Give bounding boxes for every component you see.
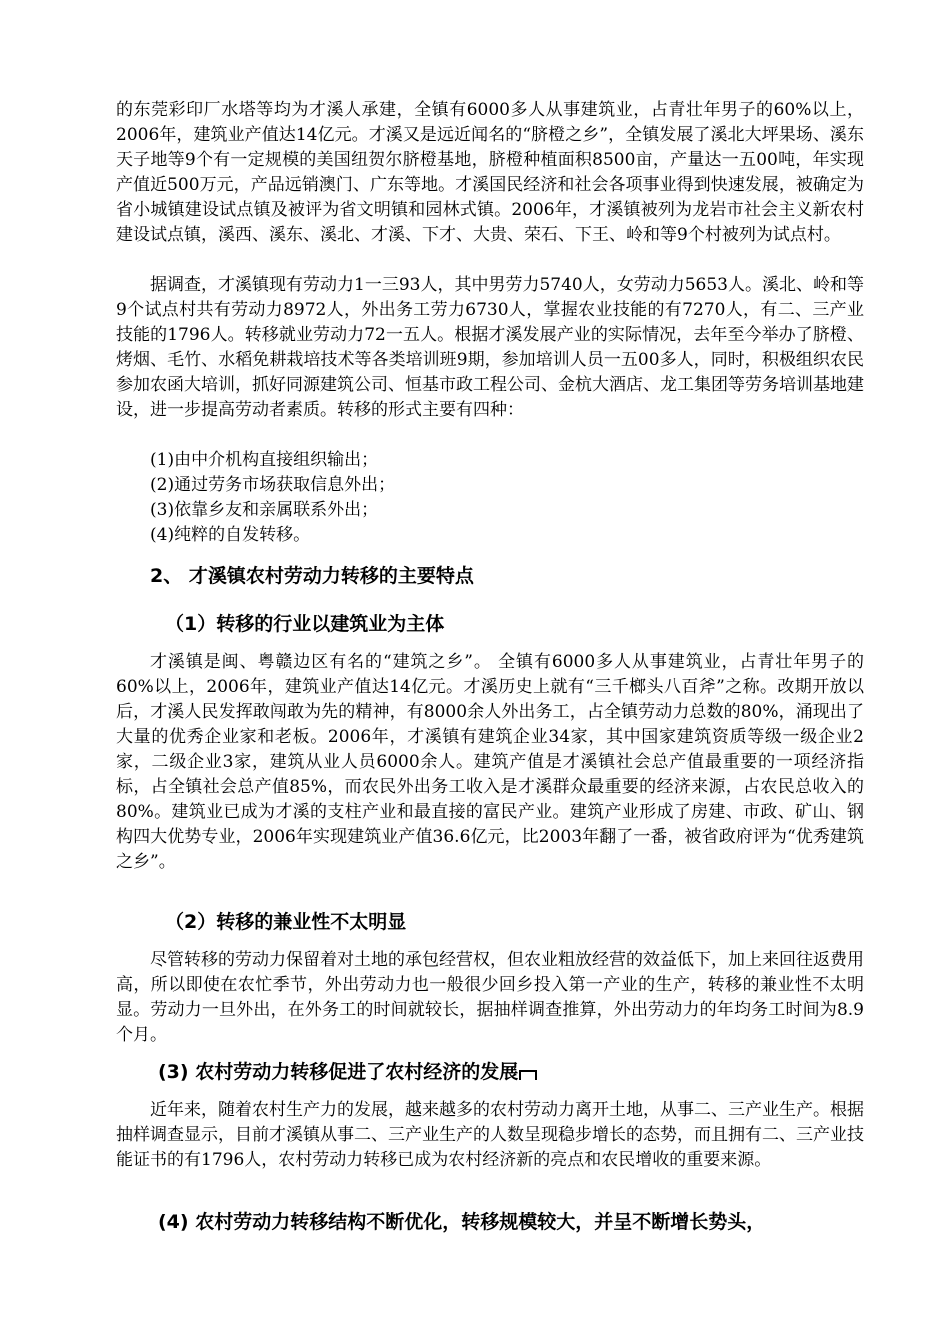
list-item-4: (4)纯粹的自发转移。 [150,525,311,545]
subheading-2: （2）转移的兼业性不太明显 [165,911,407,933]
list-item-3: (3)依靠乡友和亲属联系外出； [150,500,379,520]
paragraph-construction: 才溪镇是闽、粤赣边区有名的“建筑之乡”。 全镇有6000多人从事建筑业，占青壮年男子的60%以上，2006年，建筑业产值达14亿元。才溪历史上就有“三千榔头八百斧”之称。改期开放以后，才溪人民发挥敢闯敢为先的精神，有8000余人外出务工，占全镇劳动力总数的80%，涌现出了大量的优秀企业家和老板。2006年，才溪镇有建筑企业34家，其中国家建筑资质等级一级企业2家，二级企业3家，建筑从业人员6000余人。建筑产值是才溪镇社会总产值最重要的一项经济指标，占全镇社会总产值85%，而农民外出务工收入是才溪群众最重要的经济来源，占农民总收入的80%。建筑业已成为才溪的支柱产业和最直接的富民产业。建筑产业形成了房建、市政、矿山、钢构四大优势专业，2006年实现建筑业产值36.6亿元，比2003年翻了一番，被省政府评为“优秀建筑之乡”。 [116,652,864,872]
paragraph-development: 近年来，随着农村生产力的发展，越来越多的农村劳动力离开土地，从事二、三产业生产。根据抽样调查显示，目前才溪镇从事二、三产业生产的人数呈现稳步增长的态势，而且拥有二、三产业技能证书的有1796人，农村劳动力转移已成为农村经济新的亮点和农民增收的重要来源。 [116,1100,864,1170]
return-mark-icon [519,1070,537,1080]
list-item-2: (2)通过劳务市场获取信息外出； [150,475,396,495]
paragraph-part-time: 尽管转移的劳动力保留着对土地的承包经营权，但农业粗放经营的效益低下，加上来回往返费用高，所以即使在农忙季节，外出劳动力也一般很少回乡投入第一产业的生产，转移的兼业性不太明显。劳动力一旦外出，在外务工的时间就较长，据抽样调查推算，外出劳动力的年均务工时间为8.9个月。 [116,950,864,1045]
paragraph-intro-continued: 的东莞彩印厂水塔等均为才溪人承建，全镇有6000多人从事建筑业，占青壮年男子的60%以上，2006年，建筑业产值达14亿元。才溪又是远近闻名的“脐橙之乡”，全镇发展了溪北大坪果场、溪东天子地等9个有一定规模的美国纽贺尔脐橙基地，脐橙种植面积8500亩，产量达一五00吨，年实现产值近500万元，产品远销澳门、广东等地。才溪国民经济和社会各项事业得到快速发展，被确定为省小城镇建设试点镇及被评为省文明镇和园林式镇。2006年，才溪镇被列为龙岩市社会主义新农村建设试点镇，溪西、溪东、溪北、才溪、下才、大贵、荣石、下王、岭和等9个村被列为试点村。 [116,100,864,245]
subheading-3: (3) 农村劳动力转移促进了农村经济的发展 [158,1058,537,1086]
section-heading-2: 2、 才溪镇农村劳动力转移的主要特点 [150,565,474,587]
paragraph-survey: 据调查，才溪镇现有劳动力1一三93人，其中男劳力5740人，女劳动力5653人。溪北、岭和等9个试点村共有劳动力8972人，外出务工劳力6730人，掌握农业技能的有7270人，有二、三产业技能的1796人。转移就业劳动力72一五人。根据才溪发展产业的实际情况，去年至今举办了脐橙、烤烟、毛竹、水稻免耕栽培技术等各类培训班9期，参加培训人员一五00多人，同时，积极组织农民参加农函大培训，抓好同源建筑公司、恒基市政工程公司、金杭大酒店、龙工集团等劳务培训基地建设，进一步提高劳动者素质。转移的形式主要有四种： [116,275,864,420]
subheading-1: （1）转移的行业以建筑业为主体 [165,613,445,635]
subheading-4: (4) 农村劳动力转移结构不断优化，转移规模较大，并呈不断增长势头， [158,1211,766,1233]
list-item-1: (1)由中介机构直接组织输出； [150,450,379,470]
